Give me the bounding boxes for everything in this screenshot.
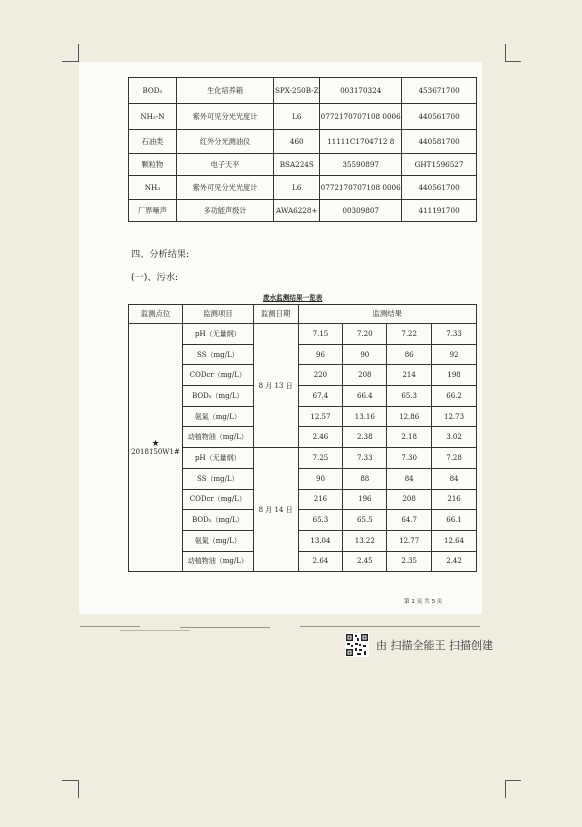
- equipment-row: [129, 176, 477, 200]
- result-value: 13.04: [298, 530, 343, 551]
- result-value: 90: [343, 344, 387, 365]
- monitoring-item: pH（无量纲）: [182, 324, 253, 345]
- scan-artifact: [80, 626, 140, 627]
- result-value: 7.15: [298, 324, 343, 345]
- monitoring-item: 动植物油（mg/L）: [182, 427, 253, 448]
- equipment-instrument: 红外分光测油仪: [176, 130, 273, 154]
- result-value: 12.73: [432, 406, 477, 427]
- equipment-instrument: 电子天平: [176, 154, 273, 176]
- monitoring-date: 8 月 14 日: [253, 448, 298, 572]
- crop-mark: [505, 44, 506, 62]
- equipment-instrument: 多功能声级计: [176, 200, 273, 222]
- result-value: 12.86: [387, 406, 432, 427]
- result-value: 2.38: [343, 427, 387, 448]
- equipment-serial: 00309807: [320, 200, 402, 222]
- monitoring-date: 8 月 13 日: [253, 324, 298, 448]
- monitoring-item: pH（无量纲）: [182, 448, 253, 469]
- equipment-row: [129, 104, 477, 130]
- equipment-item: 石油类: [129, 130, 177, 154]
- result-value: 84: [432, 468, 477, 489]
- monitoring-item: CODcr（mg/L）: [182, 489, 253, 510]
- result-value: 66.4: [343, 386, 387, 407]
- result-value: 13.22: [343, 530, 387, 551]
- qr-code-icon: [345, 633, 369, 657]
- result-value: 2.42: [432, 551, 477, 572]
- result-value: 86: [387, 344, 432, 365]
- equipment-model: 460: [274, 130, 320, 154]
- crop-mark: [505, 61, 521, 62]
- result-value: 7.33: [432, 324, 477, 345]
- result-value: 64.7: [387, 510, 432, 531]
- result-value: 2.45: [343, 551, 387, 572]
- equipment-instrument: 紫外可见分光光度计: [176, 104, 273, 130]
- equipment-serial: 0772170707108 0006: [320, 176, 402, 200]
- equipment-item: NH₃-N: [129, 104, 177, 130]
- equipment-row: [129, 78, 477, 104]
- result-value: 2.18: [387, 427, 432, 448]
- result-value: 216: [432, 489, 477, 510]
- equipment-cert: 440581700: [402, 130, 477, 154]
- result-value: 7.30: [387, 448, 432, 469]
- equipment-model: L6: [274, 104, 320, 130]
- result-value: 3.02: [432, 427, 477, 448]
- equipment-item: 厂界噪声: [129, 200, 177, 222]
- equipment-item: NH₃: [129, 176, 177, 200]
- result-value: 65.5: [343, 510, 387, 531]
- result-value: 214: [387, 365, 432, 386]
- result-value: 7.25: [298, 448, 343, 469]
- scan-artifact: [300, 626, 480, 627]
- result-value: 92: [432, 344, 477, 365]
- equipment-cert: 440561700: [402, 104, 477, 130]
- result-value: 7.33: [343, 448, 387, 469]
- result-value: 84: [387, 468, 432, 489]
- scan-artifact: [180, 627, 270, 628]
- crop-mark: [78, 780, 79, 798]
- result-value: 65.3: [298, 510, 343, 531]
- result-value: 12.77: [387, 530, 432, 551]
- section-heading: 四、分析结果:: [131, 249, 190, 260]
- result-value: 12.57: [298, 406, 343, 427]
- result-value: 13.16: [343, 406, 387, 427]
- monitoring-item: 动植物油（mg/L）: [182, 551, 253, 572]
- monitoring-item: BOD₅（mg/L）: [182, 386, 253, 407]
- page-number: 第 2 页 共 5 页: [404, 599, 443, 605]
- result-value: 12.64: [432, 530, 477, 551]
- crop-mark: [62, 780, 78, 781]
- table-row: [129, 324, 477, 345]
- equipment-model: SPX-250B-Z: [274, 78, 320, 104]
- equipment-cert: 411191700: [402, 200, 477, 222]
- result-value: 96: [298, 344, 343, 365]
- results-table: [128, 304, 477, 572]
- monitoring-item: CODcr（mg/L）: [182, 365, 253, 386]
- result-value: 66.1: [432, 510, 477, 531]
- crop-mark: [505, 780, 521, 781]
- header-point: 监测点位: [129, 305, 183, 324]
- monitoring-item: SS（mg/L）: [182, 344, 253, 365]
- point-name: 2018150W1#: [131, 447, 180, 456]
- result-value: 220: [298, 365, 343, 386]
- table-caption: 废水监测结果一览表: [263, 294, 323, 302]
- star-icon: ★: [151, 438, 160, 449]
- result-value: 196: [343, 489, 387, 510]
- equipment-cert: GHT1596527: [402, 154, 477, 176]
- crop-mark: [62, 61, 78, 62]
- result-value: 198: [432, 365, 477, 386]
- result-value: 208: [343, 365, 387, 386]
- result-value: 7.28: [432, 448, 477, 469]
- result-value: 67.4: [298, 386, 343, 407]
- crop-mark: [78, 44, 79, 62]
- equipment-table: [128, 77, 477, 222]
- equipment-model: AWA6228+: [274, 200, 320, 222]
- equipment-item: BOD₅: [129, 78, 177, 104]
- equipment-row: [129, 154, 477, 176]
- header-result: 监测结果: [298, 305, 476, 324]
- equipment-model: L6: [274, 176, 320, 200]
- equipment-row: [129, 200, 477, 222]
- result-value: 7.22: [387, 324, 432, 345]
- equipment-serial: 003170324: [320, 78, 402, 104]
- subsection-heading: (一)、污水:: [131, 272, 179, 283]
- equipment-cert: 440561700: [402, 176, 477, 200]
- header-item: 监测项目: [182, 305, 253, 324]
- result-value: 66.2: [432, 386, 477, 407]
- equipment-instrument: 紫外可见分光光度计: [176, 176, 273, 200]
- equipment-row: [129, 130, 477, 154]
- monitoring-item: SS（mg/L）: [182, 468, 253, 489]
- result-value: 90: [298, 468, 343, 489]
- result-value: 2.46: [298, 427, 343, 448]
- monitoring-item: 氨氮（mg/L）: [182, 530, 253, 551]
- equipment-instrument: 生化培养箱: [176, 78, 273, 104]
- result-value: 88: [343, 468, 387, 489]
- equipment-serial: 35590897: [320, 154, 402, 176]
- monitoring-point: [129, 324, 183, 572]
- result-value: 2.35: [387, 551, 432, 572]
- scan-watermark: 由 扫描全能王 扫描创建: [376, 639, 493, 652]
- equipment-cert: 453671700: [402, 78, 477, 104]
- equipment-serial: 11111C1704712 8: [320, 130, 402, 154]
- monitoring-item: 氨氮（mg/L）: [182, 406, 253, 427]
- equipment-item: 颗粒物: [129, 154, 177, 176]
- result-value: 216: [298, 489, 343, 510]
- equipment-serial: 0772170707108 0006: [320, 104, 402, 130]
- result-value: 208: [387, 489, 432, 510]
- crop-mark: [505, 780, 506, 798]
- result-value: 65.3: [387, 386, 432, 407]
- header-date: 监测日期: [253, 305, 298, 324]
- result-value: 7.20: [343, 324, 387, 345]
- result-value: 2.64: [298, 551, 343, 572]
- monitoring-item: BOD₅（mg/L）: [182, 510, 253, 531]
- equipment-model: BSA224S: [274, 154, 320, 176]
- scan-artifact: [120, 630, 190, 631]
